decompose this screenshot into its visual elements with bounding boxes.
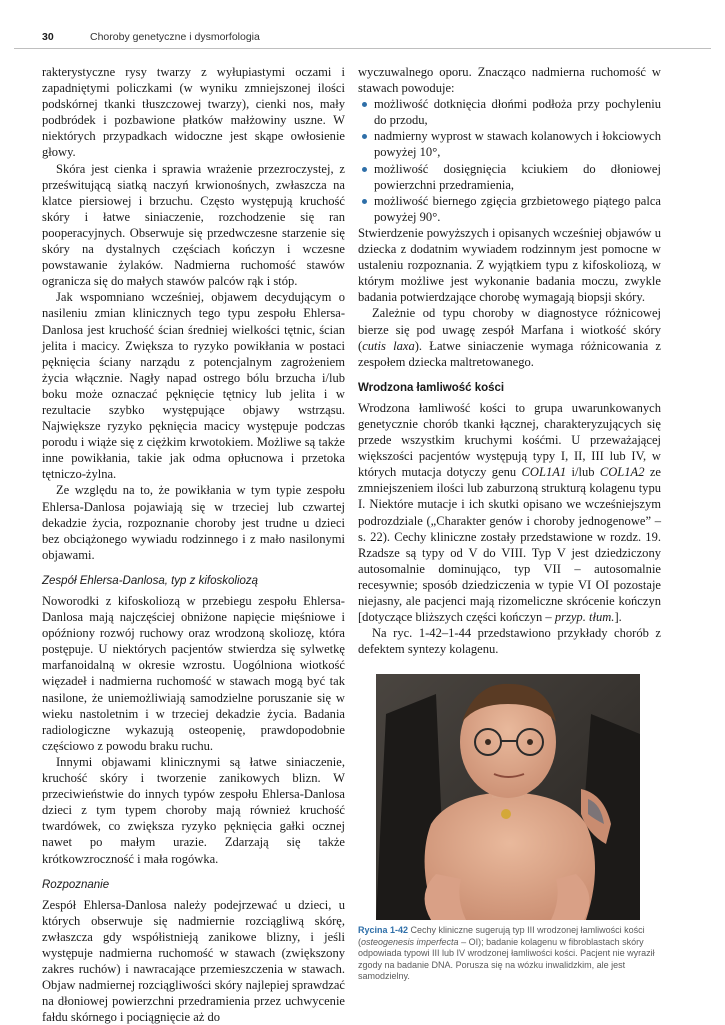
list-item: możliwość dosięgnięcia kciukiem do dłoniowej powierzchni przedramienia, [358,161,661,193]
running-title: Choroby genetyczne i dysmorfologia [90,31,260,43]
text-run: Wrodzona łamliwość kości to grupa uwarunkowanych genetycznie chorób tkanki łącznej, charakteryzujących się przede wszystkim kruchymi kośćmi. U przeważającej większości pacjentów występują typy I, II, III lub IV, w których mutacja dotyczy genu [358,400,661,480]
paragraph [358,305,661,369]
right-column [358,64,661,657]
figure-label: Rycina 1-42 [358,925,409,935]
translator-note: przyp. tłum. [554,610,615,625]
caption-text: Cechy kliniczne sugerują typ III wrodzonej łamliwości kości ( [358,925,645,947]
paragraph: Jak wspomniano wcześniej, objawem decydującym o nasileniu zmian klinicznych tego typu zespołu Ehlersa-Danlosa jest kruchość ścian średniej wielkości tętnic, ścian jelita i macicy. Zwiększa to ryzyko powikłania w postaci pęknięcia ściany narządu z potencjalnym zagrożeniem życia włącznie. Nagły napad ostrego bólu brzucha i/lub boku może oznaczać pęknięcie tętnicy lub jelita i w rezultacie szybko występujące objawy wstrząsu. Największe ryzyko pęknięcia macicy występuje podczas porodu i wiąże się z ciężkim krwotokiem. Możliwe są także inne powikłania, takie jak odma opłucnowa i przetoka tętniczo-żylna. [42,290,345,482]
text-run: i/lub [566,465,600,480]
paragraph: rakterystyczne rysy twarzy z wyłupiastymi oczami i zapadniętymi policzkami (w wyniku zmniejszonej ilości podskórnej tkanki tłuszczowej twarzy), cienki nos, mały podbródek i pozbawione płatków małżowiny uszne. W niektórych przypadkach widoczne jest skąpe owłosienie głowy. [42,65,345,160]
text-run: ). Łatwe siniaczenie wymaga różnicowania z zespołem dziecka maltretowanego. [358,338,662,369]
gene-name: COL1A1 [521,465,567,480]
symptom-list [358,96,661,225]
list-item: nadmierny wyprost w stawach kolanowych i łokciowych powyżej 10°, [358,128,661,160]
figure-caption [358,925,661,983]
paragraph: Noworodki z kifoskoliozą w przebiegu zespołu Ehlersa-Danlosa mają najczęściej obniżone napięcie mięśniowe i opóźniony rozwój ruchowy oraz wrodzoną skoliozę, która postępuje. U niektórych pacjentów stwierdza się sylwetkę marfanoidalną w okresie wzrostu. Uogólniona wiotkość więzadeł i nadmierna ruchomość w stawach mogą być tak nasilone, że uniemożliwiają samodzielne poruszanie się w wieku nastoletnim i w trzeciej dekadzie życia. Badania radiologiczne wykazują osteopenię, prawdopodobnie częściowo z powodu braku ruchu. [42,594,345,753]
paragraph [358,400,661,625]
gene-name: COL1A2 [599,465,645,480]
page-number: 30 [42,31,54,43]
running-header [14,22,711,49]
subheading-diagnosis: Rozpoznanie [42,878,110,891]
left-column [42,64,345,1025]
paragraph: Innymi objawami klinicznymi są łatwe siniaczenie, kruchość skóry i tworzenie zanikowych blizn. W przeciwieństwie do innych typów zespołu Ehlersa-Danlosa dzieci z tym typem choroby mają również kruchość twardówek, co zwiększa ryzyko pęknięcia gałki ocznej nawet po małym urazie. Zdarzają się także krótkowzroczność i mała rogówka. [42,754,345,866]
patient-illustration [376,674,640,920]
caption-italic: osteogenesis imperfecta [361,936,459,947]
list-item: możliwość dotknięcia dłońmi podłoża przy pochyleniu do przodu, [358,96,661,128]
paragraph: wyczuwalnego oporu. Znacząco nadmierna ruchomość w stawach powoduje: [358,65,661,96]
latin-term: cutis laxa [362,338,415,353]
list-item: możliwość biernego zgięcia grzbietowego piątego palca powyżej 90°. [358,193,661,225]
patient-photo [376,674,640,920]
text-run: Zależnie od typu choroby w diagnostyce różnicowej bierze się pod uwagę zespół Marfana i wiotkość skóry ( [358,306,661,353]
paragraph: Na ryc. 1-42–1-44 przedstawiono przykłady chorób z defektem syntezy kolagenu. [358,626,661,657]
paragraph: Skóra jest cienka i sprawia wrażenie przezroczystej, z prześwitującą siatką naczyń krwionośnych, zwłaszcza na klatce piersiowej i brzuchu. Często występują kruchość skóry i łatwe siniaczenie, rozchodzenie się ran pooperacyjnych. Obserwuje się przedwczesne starzenie się skóry na dystalnych częściach kończyn i wczesne powstawanie żylaków. Nadmierna ruchomość stawów ogranicza się do małych stawów palców rąk i stóp. [42,161,345,289]
paragraph: Stwierdzenie powyższych i opisanych wcześniej objawów u dziecka z dodatnim wywiadem rodzinnym jest pomocne w ustaleniu rozpoznania. Z wyjątkiem typu z kifoskoliozą, w którym możliwe jest wykonanie badania moczu, zwykle badania potwierdzające chorobę wymagają biopsji skóry. [358,225,661,305]
section-heading: Wrodzona łamliwość kości [358,381,505,394]
paragraph: Zespół Ehlersa-Danlosa należy podejrzewać u dzieci, u których obserwuje się nadmiernie rozciągliwą skórę, zwłaszcza gdy współistnieją zanikowe blizny, i jeśli występuje nadmierna ruchomość w stawach (zwiększony zakres ruchów) i nawracające przemieszczenia w stawach. Objaw nadmiernej rozciągliwości skóry najlepiej sprawdzać na dłoniowej powierzchni przedramienia przez uchwycenie fałdu skórnego i pociągnięcie aż do [42,897,345,1025]
paragraph: Ze względu na to, że powikłania w tym typie zespołu Ehlersa-Danlosa pojawiają się w trzeciej lub czwartej dekadzie życia, rozpoznanie choroby jest trudne u dzieci bez obciążonego wywiadu rodzinnego i z mało nasilonymi objawami. [42,483,345,562]
text-run: ]. [614,610,622,625]
caption-text: – OI); badanie kolagenu w fibroblastach skóry odpowiada typowi III lub IV wrodzonej łamliwości kości. Pacjent nie wyraził zgody na badanie DNA. Porusza się na wózku inwalidzkim, ale jest samodzielny. [358,936,655,982]
text-run: ze zmniejszeniem ilości lub zaburzoną strukturą kolagenu typu I. Niektóre mutacje i ich skutki opisano we wcześniejszym podrozdziale („Charakter genów i choroby jednogenowe” – s. 22). Cechy kliniczne zostały przedstawione w rozdz. 19. Rzadsze są typy od V do VIII. Typ V jest dziedziczony autosomalnie dominująco, typ VII – autosomalnie recesywnie; sposób dziedziczenia w typie VI OI pozostaje niejasny, ale pacjenci mają rizomeliczne skrócenie kończyn [dotyczące bliższych części kończyn – [358,465,661,625]
subheading-kyphoscoliosis: Zespół Ehlersa-Danlosa, typ z kifoskoliozą [42,574,259,587]
